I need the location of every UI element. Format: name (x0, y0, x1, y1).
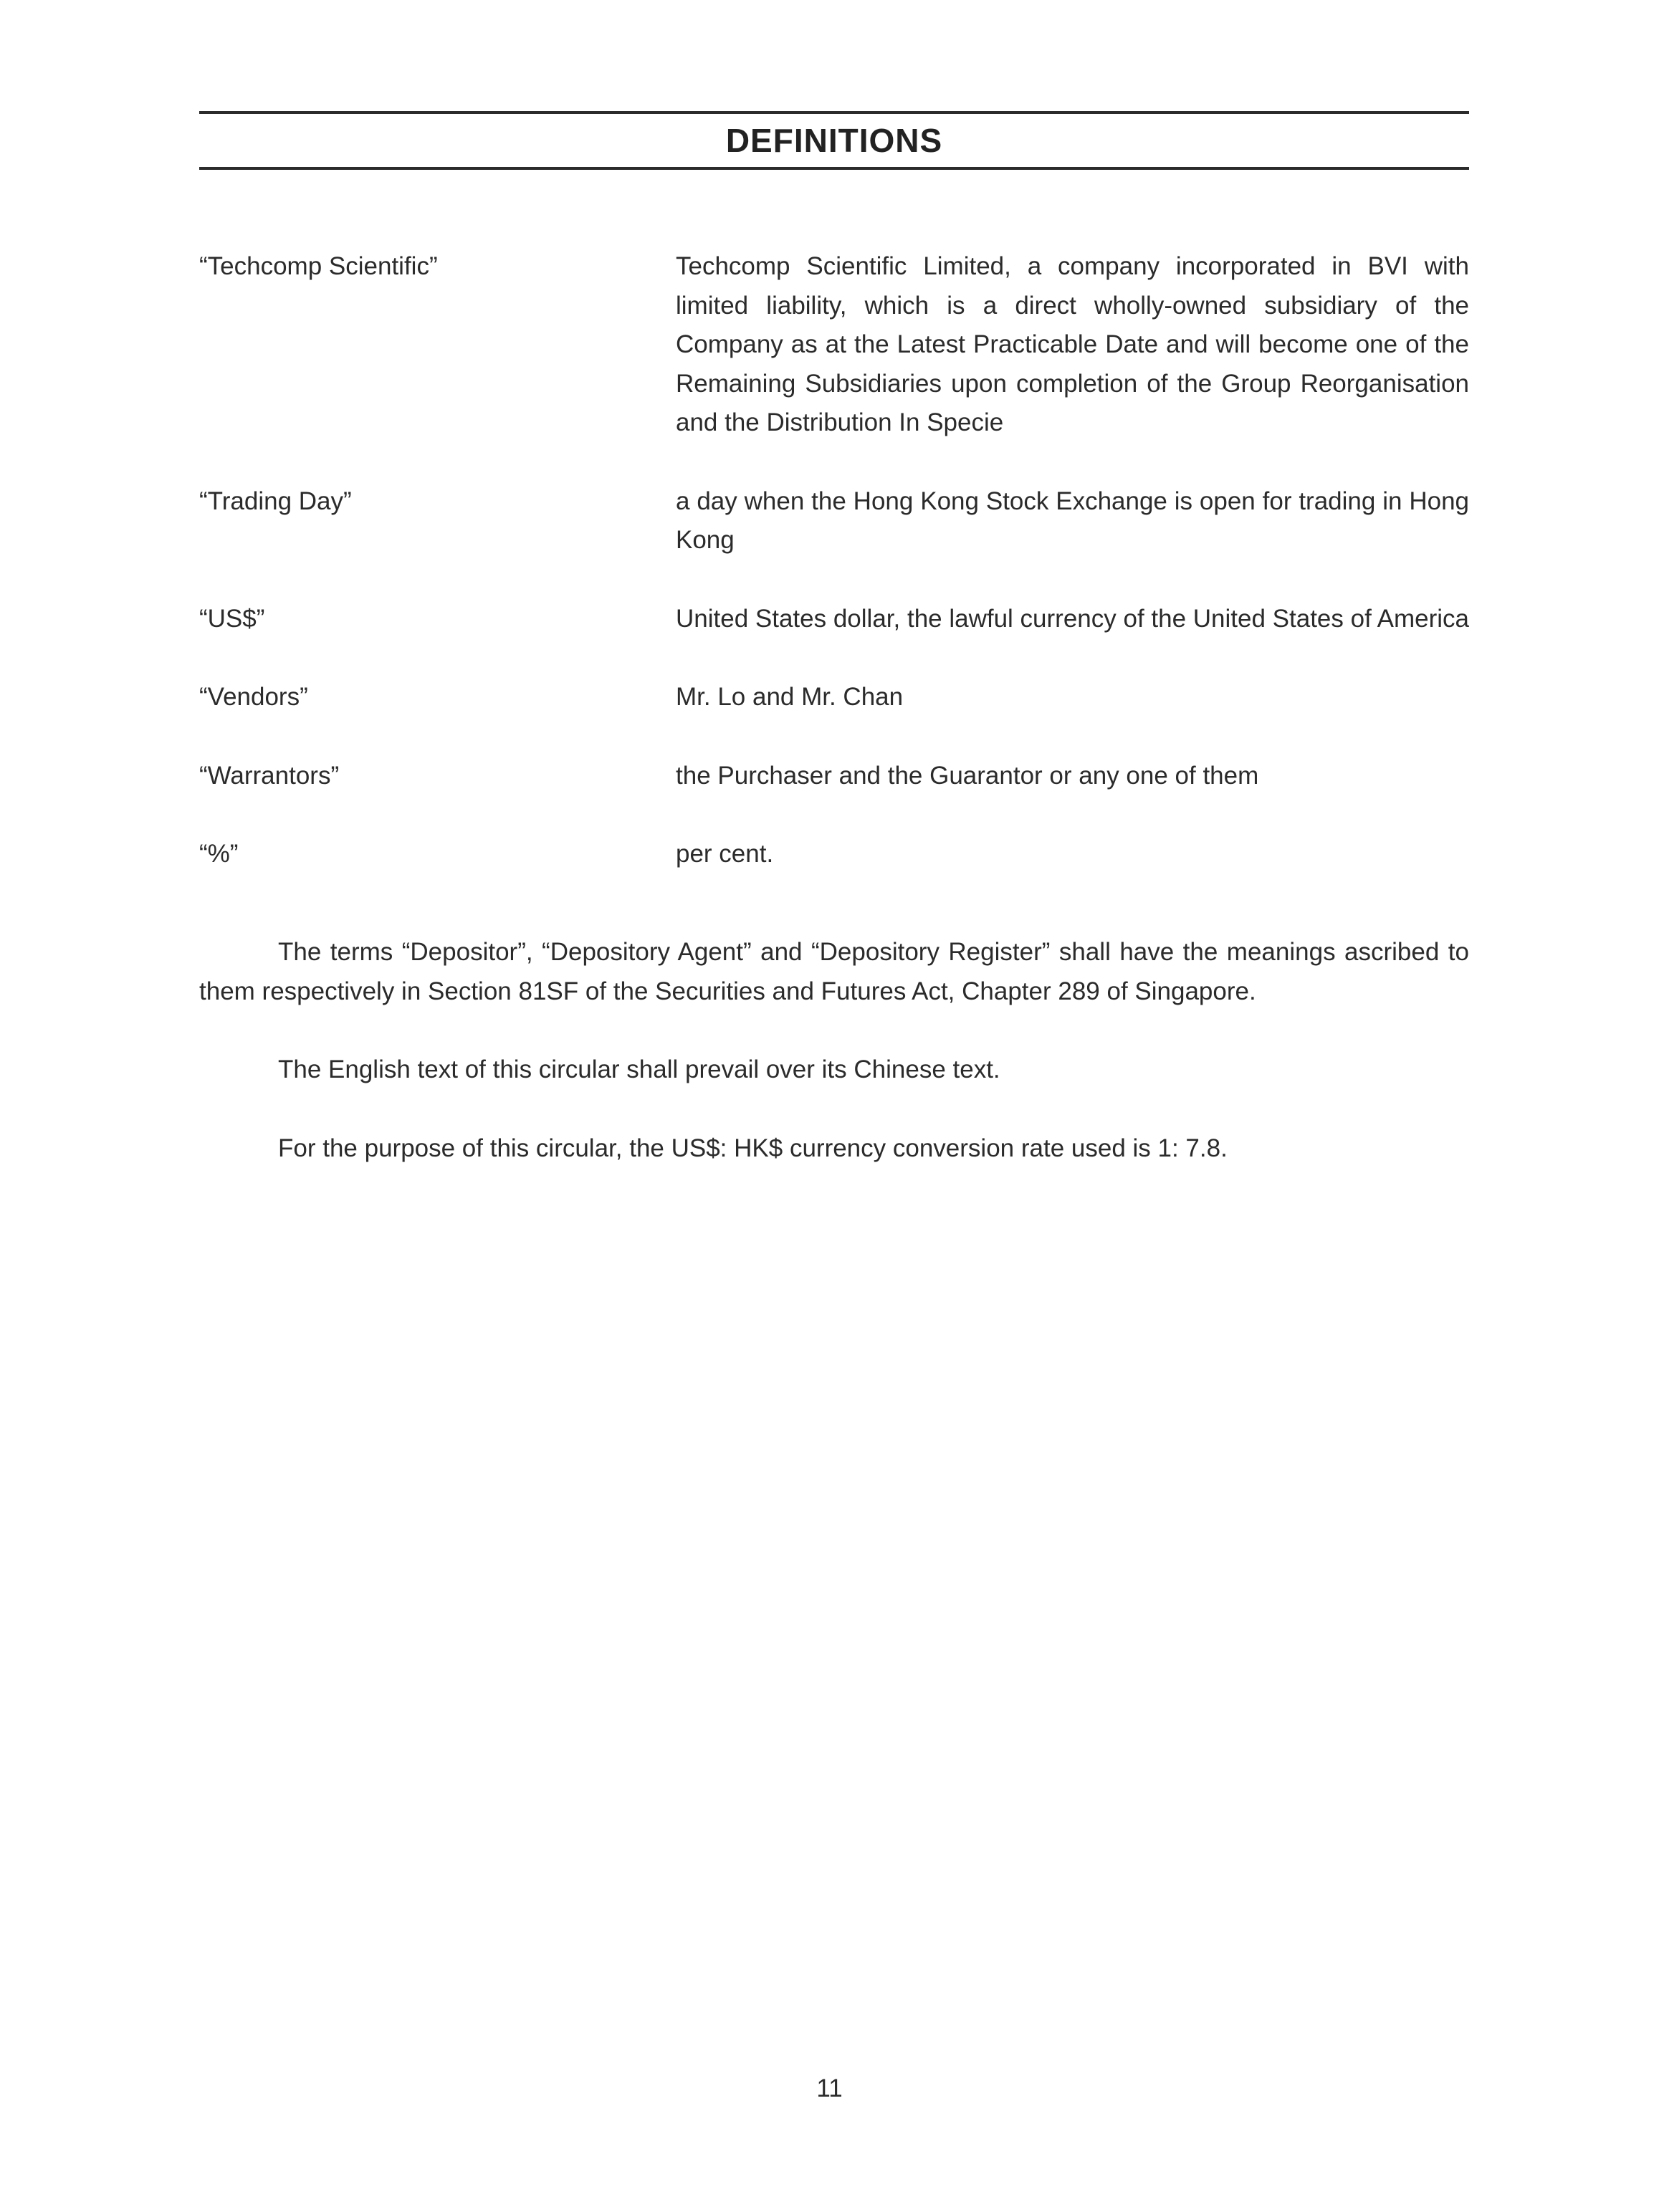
definition-row (199, 482, 1469, 560)
body-paragraph: For the purpose of this circular, the US$: HK$ currency conversion rate used is 1: 7.8. (278, 1134, 1228, 1162)
definition-row (199, 247, 1469, 443)
definition-row (199, 835, 1469, 874)
definition-term: “US$” (199, 604, 265, 633)
definition-row (199, 600, 1469, 639)
definition-term: “Vendors” (199, 683, 308, 711)
definition-meaning: per cent. (676, 840, 774, 868)
definition-term: “Warrantors” (199, 761, 340, 790)
page-header (199, 111, 1469, 170)
definition-row (199, 757, 1469, 796)
definition-term: “%” (199, 840, 239, 868)
definition-term: “Trading Day” (199, 487, 352, 515)
definition-meaning: Techcomp Scientific Limited, a company incorporated in BVI with limited liability, which is a direct wholly-owned subsidiary of the Company as at the Latest Practicable Date and will become one of the Remaining Subsidiaries upon completion of the Group Reorganisation and the Distribution In Specie (676, 252, 1469, 436)
definition-meaning: a day when the Hong Kong Stock Exchange is open for trading in Hong Kong (676, 487, 1469, 554)
definition-term: “Techcomp Scientific” (199, 252, 438, 280)
body-text (199, 933, 1469, 1207)
body-paragraph: The English text of this circular shall prevail over its Chinese text. (278, 1055, 1000, 1083)
page-number: 11 (816, 2074, 843, 2102)
definition-meaning: United States dollar, the lawful currency of the United States of America (676, 604, 1469, 633)
page-title: DEFINITIONS (725, 122, 943, 159)
definition-meaning: Mr. Lo and Mr. Chan (676, 683, 904, 711)
definitions-list (199, 247, 1469, 914)
definition-row (199, 678, 1469, 717)
definition-meaning: the Purchaser and the Guarantor or any one of them (676, 761, 1259, 790)
body-paragraph: The terms “Depositor”, “Depository Agent” and “Depository Register” shall have the meanings ascribed to them respectively in Section 81SF of the Securities and Futures Act, Chapter 289 of Singapore. (199, 938, 1469, 1005)
